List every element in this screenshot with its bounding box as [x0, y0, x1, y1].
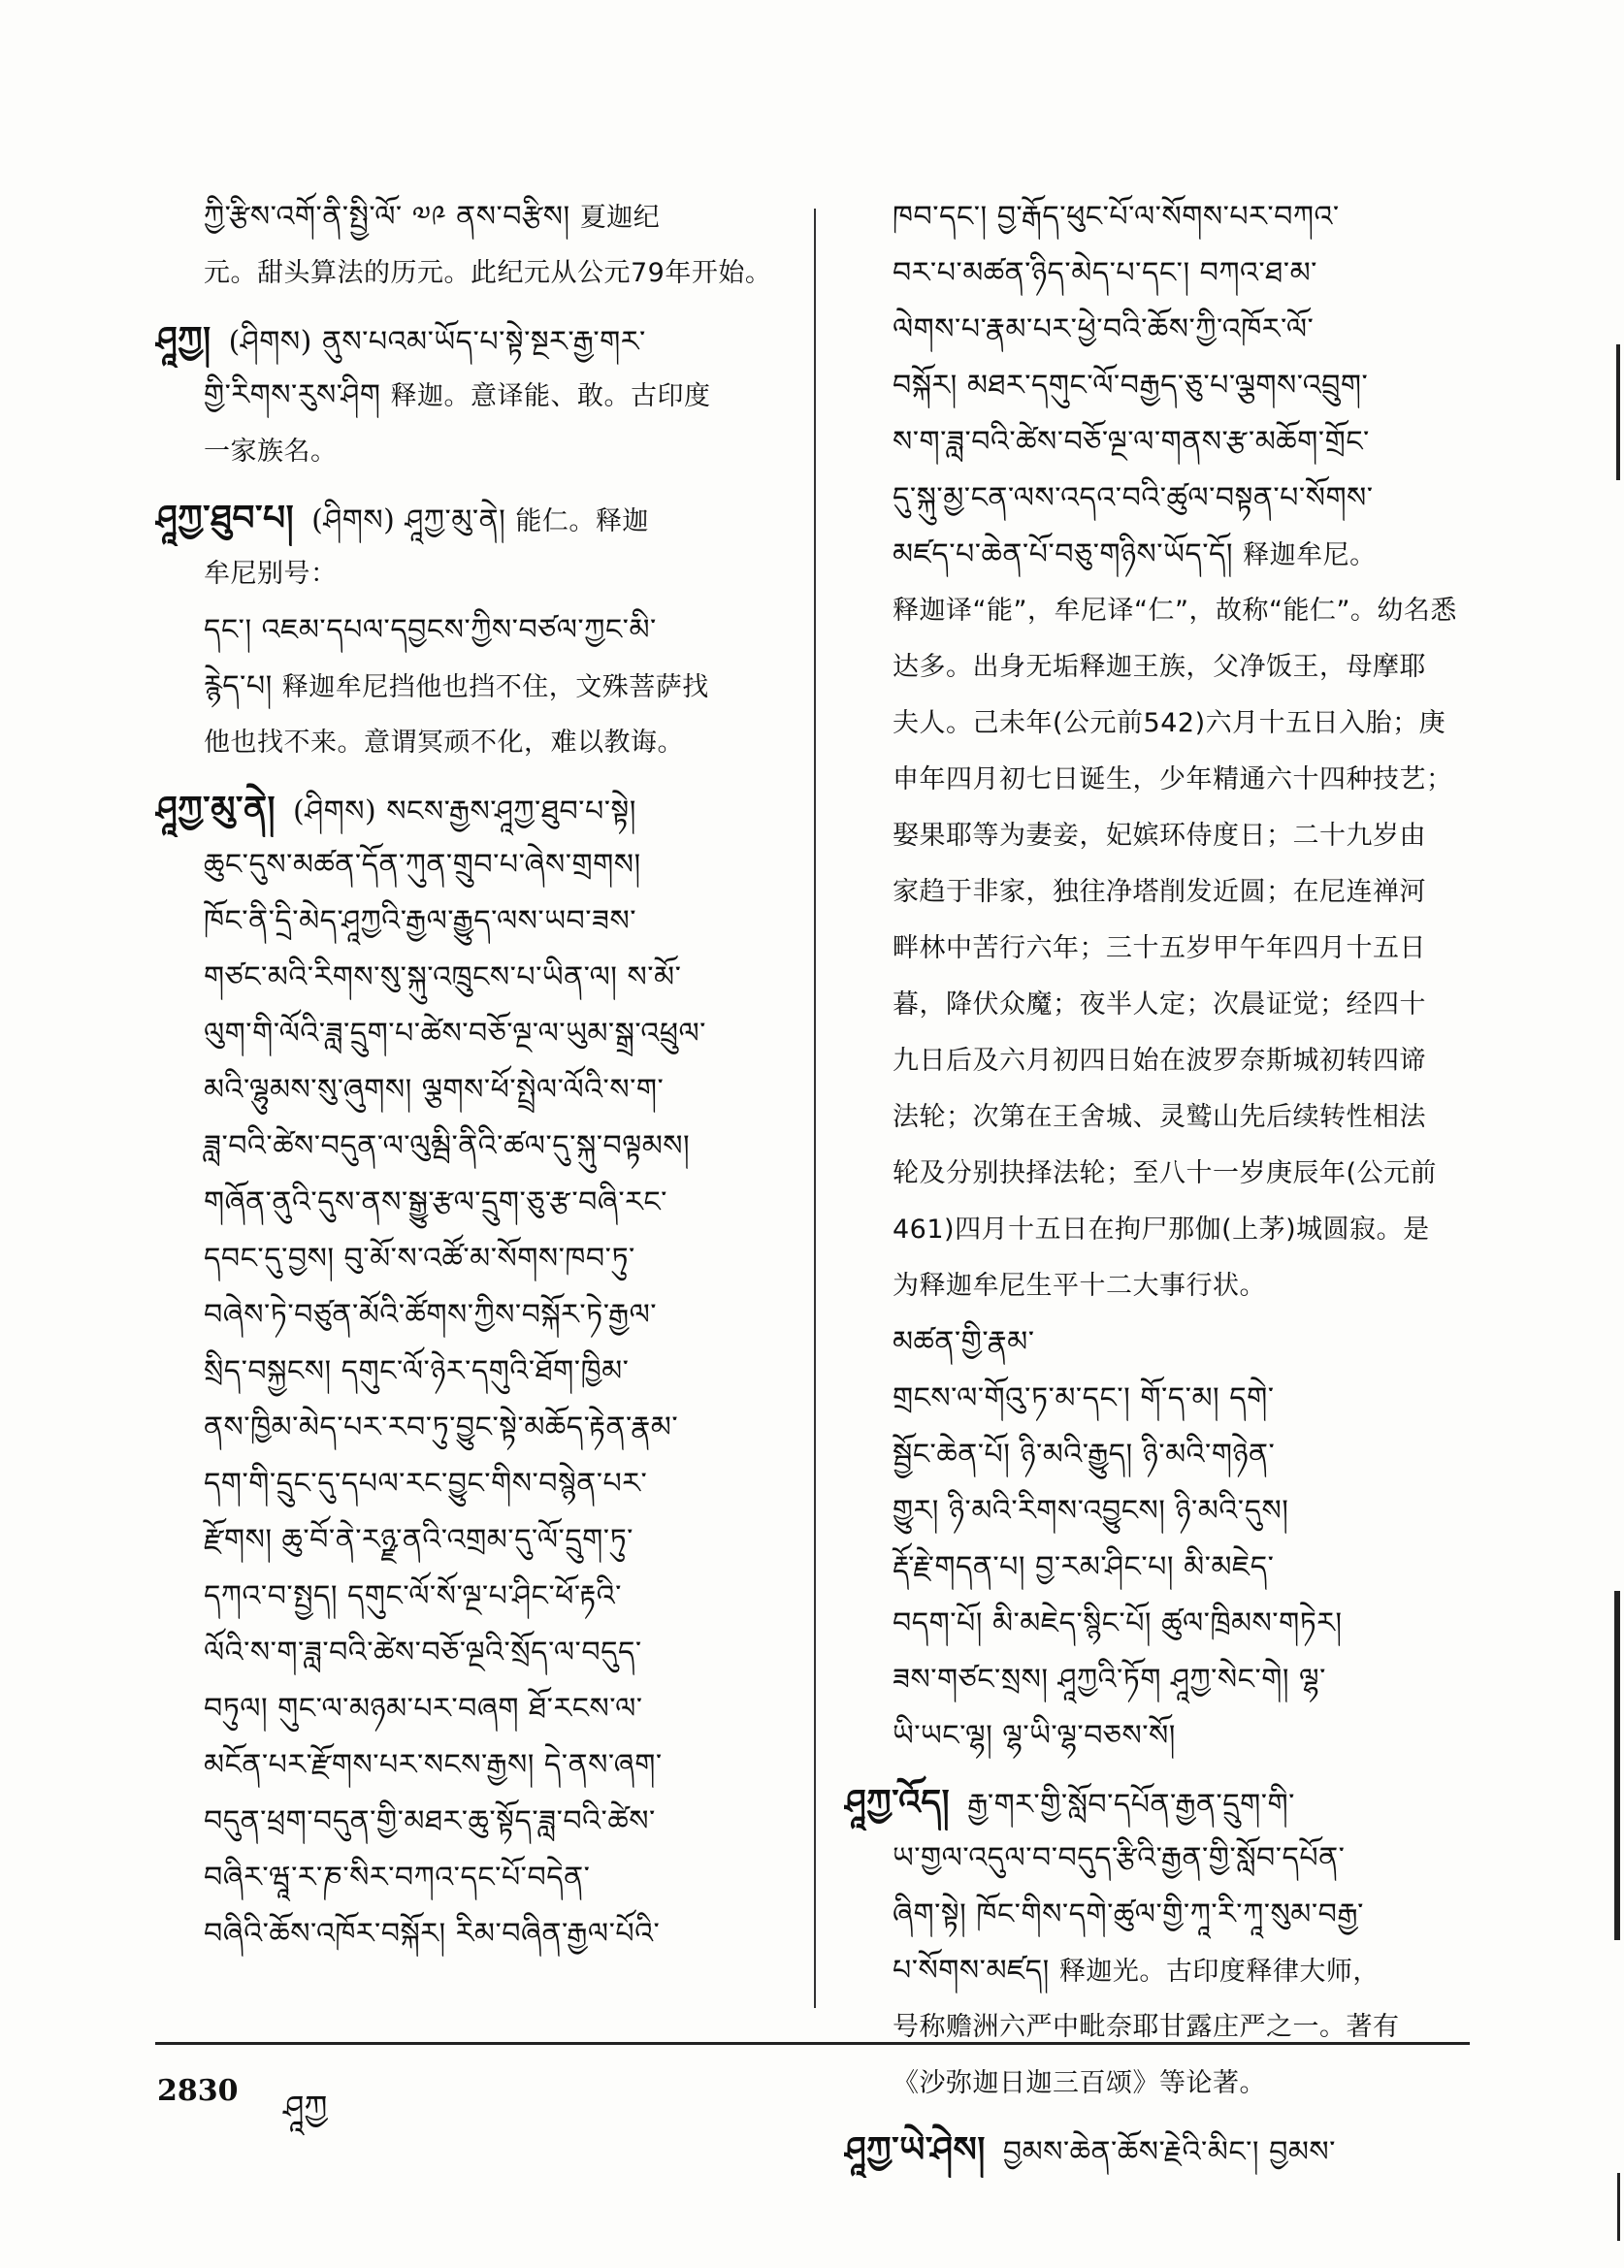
- entry-line: [155, 1400, 786, 1456]
- tibetan-text: ཁབ་དང་། བྱ་རྒོད་ཕུང་པོ་ལ་སོགས་པར་བཀའ་: [893, 200, 1340, 234]
- entry-line: [844, 1202, 1475, 1258]
- entry-line: [155, 1344, 786, 1400]
- headword: ཤཱཀྱ་འོད།: [844, 1782, 951, 1823]
- entry-line: [844, 1652, 1475, 1708]
- entry-line: [155, 1512, 786, 1569]
- chinese-gloss: 夫人。己未年(公元前542)六月十五日入胎；庚: [893, 708, 1446, 738]
- chinese-gloss: 达多。出身无垢释迦王族，父净饭王，母摩耶: [893, 652, 1426, 682]
- chinese-gloss: 牟尼别号：: [204, 559, 338, 589]
- entry-line: [844, 1887, 1475, 1943]
- entry-line: [844, 189, 1475, 245]
- chinese-gloss: 九日后及六月初四日始在波罗奈斯城初转四谛: [893, 1046, 1426, 1076]
- tibetan-text: ས་ག་ཟླ་བའི་ཚེས་བཅོ་ལྔ་ལ་གནས་རྩ་མཆོག་གྲོང་: [893, 425, 1370, 459]
- chinese-gloss: 一家族名。: [204, 437, 338, 467]
- tibetan-text: རྙེད་པ།: [204, 669, 282, 703]
- tibetan-text: གྲངས་ལ་གོའུ་ཏ་མ་དང་། གོ་ད་མ། དགེ་: [893, 1381, 1275, 1415]
- tibetan-text: དཀའ་བ་སྤྱད། དགུང་ལོ་སོ་ལྔ་པ་ཤིང་ཕོ་རྟའི་: [204, 1579, 622, 1613]
- tibetan-text: ཟླ་བའི་ཚེས་བདུན་ལ་ལུམྦི་ནིའི་ཚལ་དུ་སྐུ་བལྟམས།: [204, 1129, 691, 1163]
- entry-line: [844, 1371, 1475, 1427]
- chinese-gloss: 轮及分别抉择法轮；至八十一岁庚辰年(公元前: [893, 1158, 1438, 1188]
- entry-line: [844, 921, 1475, 977]
- entry-line: [155, 781, 786, 837]
- tibetan-text: གྱི་རིགས་རུས་ཤིག: [204, 378, 391, 412]
- entry-line: [155, 1850, 786, 1906]
- column-divider: [814, 209, 816, 2008]
- entry-shakya-od: [844, 1774, 1475, 2112]
- entry-line: [844, 1427, 1475, 1483]
- tibetan-text: པ་སོགས་མཛད།: [893, 1954, 1059, 1988]
- entry-shakya-mu-ne-cont: [844, 189, 1475, 1765]
- tibetan-text: (ཤིགས) སངས་རྒྱས་ཤཱཀྱ་ཐུབ་པ་སྟེ།: [293, 794, 636, 828]
- entry-line: [844, 696, 1475, 752]
- entry-line: [844, 1596, 1475, 1652]
- entry-line: [844, 977, 1475, 1033]
- tibetan-text: ལུག་གི་ལོའི་ཟླ་དྲུག་པ་ཚེས་བཅོ་ལྔ་ལ་ཡུམ་སྒྲ་འཕྲུལ་: [204, 1017, 706, 1051]
- tibetan-text: མངོན་པར་རྫོགས་པར་སངས་རྒྱས། དེ་ནས་ཞག་: [204, 1748, 663, 1782]
- entry-line: [155, 1456, 786, 1512]
- entry-line: [844, 527, 1475, 583]
- entry-line: [155, 1006, 786, 1062]
- tibetan-text: བདུན་ཕྲག་བདུན་གྱི་མཐར་ཆུ་སྟོད་ཟླ་བའི་ཚེས་: [204, 1804, 656, 1838]
- chinese-gloss: 《沙弥迦日迦三百颂》等论著。: [893, 2068, 1266, 2098]
- chinese-gloss: 461)四月十五日在拘尸那伽(上茅)城圆寂。是: [893, 1215, 1430, 1245]
- entry-line: [844, 639, 1475, 696]
- chinese-gloss: 申年四月初七日诞生，少年精通六十四种技艺；: [893, 764, 1453, 794]
- entry-line: [155, 659, 786, 715]
- left-column: [155, 189, 786, 1962]
- headword: ཤཱཀྱ་མུ་ནེ།: [155, 789, 276, 829]
- entry-line: [155, 950, 786, 1006]
- tibetan-text: བཞེས་ཏེ་བཙུན་མོའི་ཚོགས་ཀྱིས་བསྐོར་ཏེ་རྒྱལ་: [204, 1298, 658, 1332]
- entry-line: [155, 1175, 786, 1231]
- entry-shakya-mu-ne: [155, 781, 786, 1962]
- entry-line: [155, 490, 786, 546]
- entry-line: [844, 1089, 1475, 1146]
- chinese-gloss: 元。甜头算法的历元。此纪元从公元79年开始。: [204, 258, 772, 288]
- headword: ཤཱཀྱ་ཐུབ་པ།: [155, 498, 295, 538]
- running-head: ཤཱཀྱ: [283, 2089, 328, 2127]
- chinese-gloss: 能仁。释迦: [515, 506, 649, 536]
- entry-line: [844, 1146, 1475, 1202]
- entry-line: [844, 1314, 1475, 1371]
- page-number: 2830: [157, 2074, 239, 2108]
- entry-line: [844, 245, 1475, 302]
- entry-line: [844, 1483, 1475, 1539]
- tibetan-text: (ཤིགས) ཤཱཀྱ་མུ་ནེ།: [311, 503, 516, 537]
- chinese-gloss: 释迦光。古印度释律大师，: [1058, 1957, 1380, 1987]
- tibetan-text: གཙང་མའི་རིགས་སུ་སྐུ་འཁྲུངས་པ་ཡིན་ལ། ས་མོ་: [204, 960, 682, 994]
- entry-line: [844, 2122, 1475, 2178]
- tibetan-text: གཞོན་ནུའི་དུས་ནས་སྒྱུ་རྩལ་དྲུག་ཅུ་རྩ་བཞི་རང་: [204, 1185, 667, 1219]
- tibetan-text: བཞིའི་ཆོས་འཁོར་བསྐོར། རིམ་བཞིན་རྒྱལ་པོའི་: [204, 1917, 661, 1951]
- tibetan-text: མཛད་པ་ཆེན་པོ་བཅུ་གཉིས་ཡོད་དོ།: [893, 537, 1244, 571]
- entry-line: [155, 893, 786, 950]
- chinese-gloss: 畔林中苦行六年；三十五岁甲午年四月十五日: [893, 933, 1426, 963]
- tibetan-text: མཚན་གྱི་རྣམ་: [893, 1325, 1035, 1359]
- right-column: [844, 189, 1475, 2178]
- chinese-gloss: 释迦。意译能、敢。古印度: [390, 381, 711, 411]
- chinese-gloss: 为释迦牟尼生平十二大事行状。: [893, 1271, 1266, 1301]
- tibetan-text: དང་། འཇམ་དཔལ་དབྱངས་ཀྱིས་བཙལ་ཀྱང་མི་: [204, 613, 657, 647]
- entry-line: [844, 470, 1475, 527]
- entry-line: [155, 1681, 786, 1737]
- tibetan-text: བདག་པོ། མི་མཇེད་སྙིང་པོ། ཚུལ་ཁྲིམས་གཏེར།: [893, 1606, 1343, 1640]
- tibetan-text: ཟས་གཙང་སྲས། ཤཱཀྱའི་ཏོག ཤཱཀྱ་སེང་གེ། ལྷ་: [893, 1663, 1326, 1697]
- tibetan-text: དུ་སྐུ་མྱ་ངན་ལས་འདའ་བའི་ཚུལ་བསྟན་པ་སོགས་: [893, 481, 1374, 515]
- chinese-gloss: 号称赡洲六严中毗奈耶甘露庄严之一。著有: [893, 2012, 1400, 2042]
- entry-line: [844, 1831, 1475, 1887]
- entry-line: [844, 358, 1475, 414]
- entry-shakya: [155, 311, 786, 480]
- entry-line: [155, 1906, 786, 1962]
- tibetan-text: ཡི་ཡང་ལྷ། ལྷ་ཡི་ལྷ་བཅས་སོ།: [893, 1719, 1176, 1753]
- entry-line: [844, 864, 1475, 921]
- chinese-gloss: 法轮；次第在王舍城、灵鹫山先后续转性相法: [893, 1102, 1426, 1132]
- tibetan-text: ཞིག་སྟེ། ཁོང་གིས་དགེ་ཚུལ་གྱི་ཀཱ་རི་ཀཱ་སུམ་བརྒྱ་: [893, 1897, 1364, 1931]
- entry-line: [844, 1708, 1475, 1765]
- tibetan-text: མའི་ལྷུམས་སུ་ཞུགས། ལྕགས་ཕོ་སྤྲེལ་ལོའི་ས་ག་: [204, 1073, 665, 1107]
- tibetan-text: ལོའི་ས་ག་ཟླ་བའི་ཚེས་བཅོ་ལྔའི་སྲོད་ལ་བདུད་: [204, 1636, 642, 1669]
- entry-line: [155, 311, 786, 368]
- entry-line: [155, 1569, 786, 1625]
- entry-line: [844, 302, 1475, 358]
- entry-line: [844, 1539, 1475, 1596]
- tibetan-text: བྱམས་ཆེན་ཆོས་རྗེའི་མིང་། བྱམས་: [1002, 2135, 1336, 2169]
- entry-line: [155, 1231, 786, 1287]
- tibetan-text: དབང་དུ་བྱས། བུ་མོ་ས་འཚོ་མ་སོགས་ཁབ་ཏུ་: [204, 1242, 635, 1276]
- chinese-gloss: 家趋于非家，独往净塔削发近圆；在尼连禅河: [893, 877, 1426, 907]
- chinese-gloss: 他也找不来。意谓冥顽不化，难以教诲。: [204, 728, 684, 758]
- entry-line: [155, 546, 786, 602]
- entry-shakya-thub-pa: [155, 490, 786, 771]
- entry-line: [844, 583, 1475, 639]
- tibetan-text: སྲིད་བསྐྱངས། དགུང་ལོ་ཉེར་དགུའི་ཐོག་ཁྱིམ་: [204, 1354, 630, 1388]
- tibetan-text: བཏུལ། གུང་ལ་མཉམ་པར་བཞག ཐོ་རངས་ལ་: [204, 1692, 643, 1726]
- entry-line: [155, 1737, 786, 1794]
- entry-cont: [155, 189, 786, 302]
- tibetan-text: བར་པ་མཚན་ཉིད་མེད་པ་དང་། བཀའ་ཐ་མ་: [893, 256, 1317, 290]
- chinese-gloss: 夏迦纪: [579, 203, 661, 233]
- tibetan-text: ཀྱི་རྩིས་འགོ་ནི་སྤྱི་ལོ་ ༧༩ ནས་བརྩིས།: [204, 200, 580, 234]
- tibetan-text: རྒྱ་གར་གྱི་སློབ་དཔོན་རྒྱན་དྲུག་གི་: [967, 1788, 1295, 1822]
- tibetan-text: བཞིར་ཝཱ་ར་ཎ་སིར་བཀའ་དང་པོ་བདེན་: [204, 1861, 591, 1895]
- scan-edge-marks: [1595, 0, 1624, 2268]
- entry-line: [844, 1258, 1475, 1314]
- tibetan-text: རྫོགས། ཆུ་བོ་ནེ་རཉྫ་ནའི་འགྲམ་དུ་ལོ་དྲུག་ཏུ་: [204, 1523, 633, 1557]
- tibetan-text: ཁོང་ནི་དྲི་མེད་ཤཱཀྱའི་རྒྱལ་རྒྱུད་ལས་ཡབ་ཟས་: [204, 904, 637, 938]
- entry-line: [155, 1062, 786, 1118]
- entry-line: [155, 424, 786, 480]
- entry-line: [844, 1033, 1475, 1089]
- chinese-gloss: 释迦译“能”，牟尼译“仁”，故称“能仁”。幼名悉: [893, 596, 1457, 626]
- headword: ཤཱཀྱ།: [155, 319, 211, 360]
- entry-line: [155, 368, 786, 424]
- entry-shakya-ye-shes: [844, 2122, 1475, 2178]
- tibetan-text: (ཤིགས) ནུས་པའམ་ཡོད་པ་སྟེ་སྔར་རྒྱ་གར་: [228, 325, 646, 359]
- entry-line: [844, 752, 1475, 808]
- entry-line: [155, 1794, 786, 1850]
- chinese-gloss: 娶果耶等为妻妾，妃嫔环侍度日；二十九岁由: [893, 821, 1426, 851]
- footer-rule: [155, 2042, 1470, 2045]
- chinese-gloss: 释迦牟尼。: [1243, 540, 1377, 570]
- entry-line: [155, 602, 786, 659]
- entry-line: [844, 808, 1475, 864]
- chinese-gloss: 暮，降伏众魔；夜半人定；次晨证觉；经四十: [893, 989, 1426, 1020]
- tibetan-text: སྦྱོང་ཆེན་པོ། ཉི་མའི་རྒྱུད། ཉི་མའི་གཉེན་: [893, 1438, 1276, 1472]
- tibetan-text: ཡ་གྱལ་འདུལ་བ་བདུད་རྩིའི་རྒྱན་གྱི་སློབ་དཔོན་: [893, 1841, 1346, 1875]
- tibetan-text: བསྐོར། མཐར་དགུང་ལོ་བརྒྱད་ཅུ་པ་ལྕགས་འབྲུག་: [893, 369, 1369, 403]
- entry-line: [844, 1943, 1475, 1999]
- entry-line: [155, 1625, 786, 1681]
- entry-line: [155, 837, 786, 893]
- headword: ཤཱཀྱ་ཡེ་ཤེས།: [844, 2129, 986, 2170]
- tibetan-text: དག་གི་དྲུང་དུ་དཔལ་རང་བྱུང་གིས་བསྙེན་པར་: [204, 1467, 648, 1501]
- entry-line: [155, 189, 786, 245]
- entry-line: [844, 2056, 1475, 2112]
- entry-line: [155, 715, 786, 771]
- chinese-gloss: 释迦牟尼挡他也挡不住，文殊菩萨找: [281, 672, 709, 702]
- tibetan-text: ཆུང་དུས་མཚན་དོན་ཀུན་གྲུབ་པ་ཞེས་གྲགས།: [204, 848, 641, 882]
- entry-line: [844, 1774, 1475, 1831]
- entry-line: [155, 1287, 786, 1344]
- tibetan-text: གྱུར། ཉི་མའི་རིགས་འབྱུངས། ཉི་མའི་དུས།: [893, 1494, 1289, 1528]
- tibetan-text: ནས་ཁྱིམ་མེད་པར་རབ་ཏུ་བྱུང་སྟེ་མཆོད་རྟེན་རྣམ་: [204, 1410, 679, 1444]
- tibetan-text: ལེགས་པ་རྣམ་པར་ཕྱེ་བའི་ཆོས་ཀྱི་འཁོར་ལོ་: [893, 312, 1315, 346]
- entry-line: [155, 1118, 786, 1175]
- entry-line: [844, 1999, 1475, 2056]
- entry-line: [155, 245, 786, 302]
- tibetan-text: རྡོ་རྗེ་གདན་པ། བྱ་རམ་ཤིང་པ། མི་མཇེད་: [893, 1550, 1275, 1584]
- entry-line: [844, 414, 1475, 470]
